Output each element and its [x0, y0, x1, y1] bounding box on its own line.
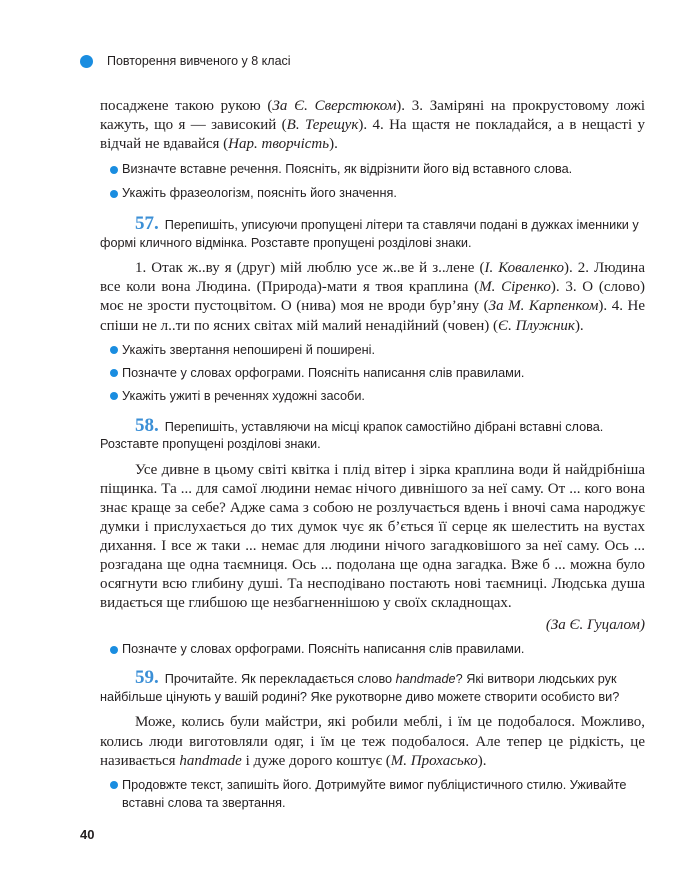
- task-item: [100, 387, 645, 405]
- ex59-text-2: і дуже дорого коштує (: [241, 752, 391, 769]
- ex57-text-5: ).: [574, 317, 584, 334]
- intro-source-2: В. Терещук: [286, 117, 359, 134]
- bullet-icon: [110, 392, 118, 400]
- task-item: [100, 364, 645, 382]
- exercise-number: 58.: [135, 414, 159, 436]
- bullet-icon: [110, 369, 118, 377]
- task-text: Укажіть фразеологізм, поясніть його значення.: [122, 186, 397, 201]
- task-item: [100, 184, 645, 202]
- ex57-source-2: М. Сіренко: [479, 279, 551, 296]
- intro-text-4: ).: [329, 136, 338, 153]
- exercise-59-text: [100, 713, 645, 770]
- header-bullet-icon: [80, 55, 93, 68]
- bullet-icon: [110, 190, 118, 198]
- ex57-source-4: Є. Плужник: [498, 317, 575, 334]
- ex59-instruction-2: ? Які витвори людських рук найбільше цінують у вашій родині? Яке рукотворне диво можете створити особисто ви?: [100, 672, 620, 704]
- page-header: [80, 51, 291, 71]
- intro-text-3: ). 4. На щастя не покладайся, а в нещасті у відчай не вдавайся (: [100, 117, 646, 153]
- exercise-number: 57.: [135, 213, 159, 235]
- intro-text: [100, 97, 645, 154]
- task-item: [100, 776, 645, 812]
- intro-source-1: За Є. Сверстюком: [272, 98, 397, 114]
- bullet-icon: [110, 781, 118, 789]
- task-item: [100, 640, 645, 658]
- exercise-number: 59.: [135, 667, 159, 689]
- bullet-icon: [110, 346, 118, 354]
- page-number: 40: [80, 827, 95, 842]
- task-text: Продовжте текст, запишіть його. Дотримуйте вимог публіцистичного стилю. Уживайте вставні слова та звертання.: [122, 777, 627, 810]
- ex59-text-1: Може, колись були майстри, які робили меблі, і їм це подобалося. Можливо, колись люди виготовляли одяг, і їм це теж подобалося. Але тепер це рідкість, це називається: [100, 714, 645, 769]
- task-text: Укажіть звертання непоширені й поширені.: [122, 342, 375, 357]
- ex58-text: Усе дивне в цьому світі квітка і плід вітер і зірка краплина води й найдрібніша піщинка. Та ... для самої людини немає нічого дивнішого за неї саму. От ... кого вона знає краще за себе? Адже сама з собою не розлучається вдень і вночі сама народжує думки і прислухається до тих думок чує як б’ється її серце як шелестить на вустах дихання. І все ж таки ... немає для людини нічого загадковішого за неї саму. Ось ... розгадана ще одна таємниця. Ось ... подолана ще одна загадка. Вже б ... можна було осягнути всю глибину душі. Та несподівано постають нові таємниці. Людська душа видається ще глибшою ще незбагненнішою у своїх складнощах.: [100, 461, 645, 612]
- ex58-source: (За Є. Гуцалом): [545, 617, 645, 634]
- task-text: Позначте у словах орфограми. Поясніть написання слів правилами.: [122, 642, 525, 657]
- exercise-instruction-text: Перепишіть, уписуючи пропущені літери та ставлячи подані в дужках іменники у формі кличного відмінка. Розставте пропущені розділові знаки.: [100, 218, 639, 250]
- intro-text-1: посаджене такою рукою (: [100, 98, 273, 114]
- ex57-text-3: ). 3. О (слово) моє не зрости пустоцвітом. О (нива) моя не вроди бур’яну (: [100, 279, 645, 315]
- task-text: Позначте у словах орфограми. Поясніть написання слів правилами.: [122, 365, 525, 380]
- intro-text-2: ). 3. Заміряні на прокрустовому ложі кажуть, що я — зависокий (: [100, 98, 646, 134]
- ex59-instruction-1: Прочитайте. Як перекладається слово: [164, 672, 396, 687]
- ex57-text-4: ). 4. Не спіши не л..ти по ясних світах мій малий ненадійний (човен) (: [100, 298, 645, 334]
- exercise-58-instruction: [100, 414, 645, 454]
- task-text: Укажіть ужиті в реченнях художні засоби.: [122, 388, 365, 403]
- bullet-icon: [110, 166, 118, 174]
- task-item: [100, 160, 645, 178]
- ex57-text-1: 1. Отак ж..ву я (друг) мій люблю усе ж..ве й з..лене (: [135, 260, 485, 277]
- ex57-text-2: ). 2. Людина все коли вона Людина. (Природа)-мати я твоя краплина (: [100, 260, 645, 296]
- exercise-57-text: [100, 259, 645, 335]
- ex59-word: handmade: [179, 752, 242, 769]
- exercise-58-attribution: [100, 616, 645, 635]
- bullet-icon: [110, 646, 118, 654]
- exercise-instruction-text: Перепишіть, уставляючи на місці крапок самостійно дібрані вставні слова. Розставте пропущені розділові знаки.: [100, 419, 604, 452]
- page-content: [100, 97, 645, 812]
- ex57-source-3: За М. Карпенком: [488, 298, 599, 315]
- header-title: Повторення вивченого у 8 класі: [107, 54, 291, 68]
- exercise-58-text: [100, 461, 645, 614]
- task-text: Визначте вставне речення. Поясніть, як відрізнити його від вставного слова.: [122, 162, 573, 177]
- ex59-instruction-word: handmade: [395, 672, 456, 687]
- task-item: [100, 341, 645, 359]
- ex57-source-1: І. Коваленко: [484, 260, 564, 277]
- exercise-59-instruction: [100, 669, 645, 706]
- intro-source-3: Нар. творчість: [228, 136, 330, 153]
- ex59-source: М. Прохасько: [390, 752, 478, 769]
- exercise-57-instruction: [100, 215, 645, 252]
- ex59-text-3: ).: [477, 752, 487, 769]
